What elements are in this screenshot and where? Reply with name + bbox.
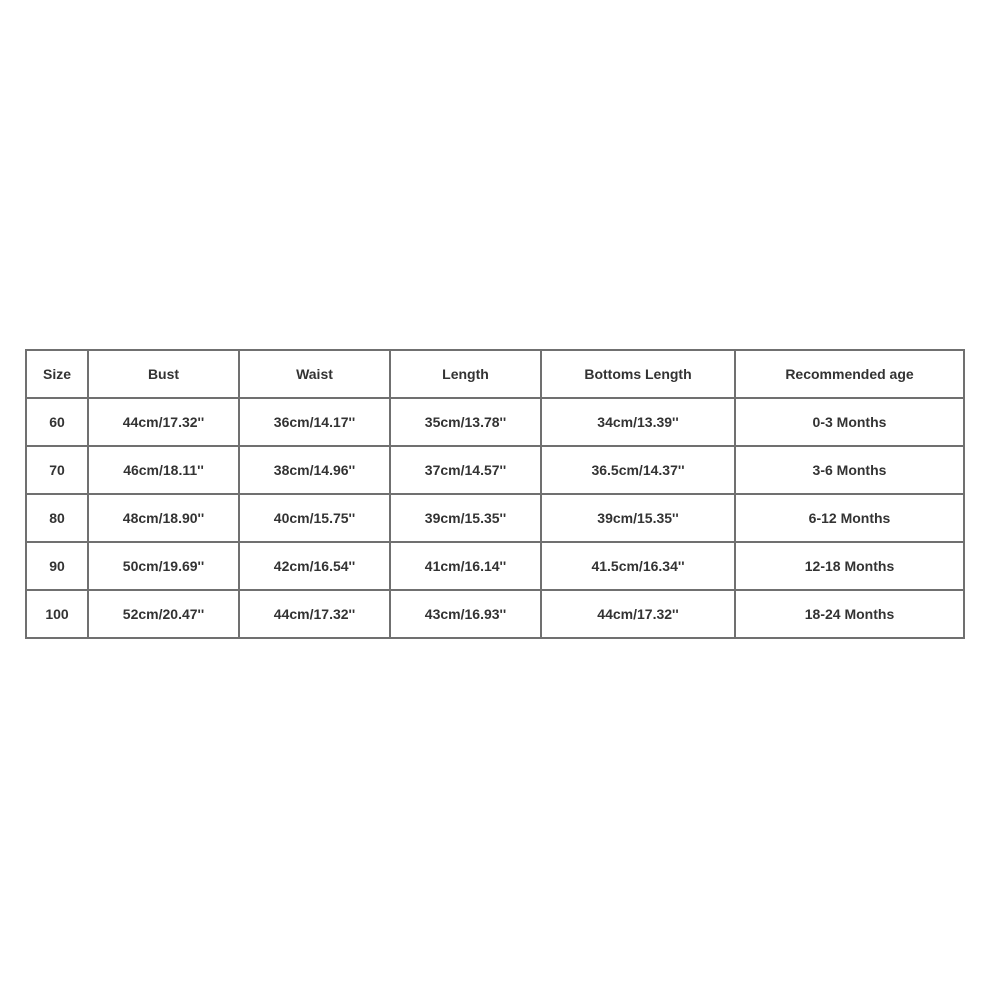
cell-waist: 44cm/17.32'' [239,590,390,638]
cell-size: 80 [26,494,88,542]
header-bust: Bust [88,350,239,398]
size-chart-header [26,350,964,398]
table-row [26,542,964,590]
cell-recommended-age: 12-18 Months [735,542,964,590]
cell-bottoms-length: 39cm/15.35'' [541,494,735,542]
cell-bust: 52cm/20.47'' [88,590,239,638]
header-length: Length [390,350,541,398]
cell-recommended-age: 3-6 Months [735,446,964,494]
cell-bust: 44cm/17.32'' [88,398,239,446]
cell-bottoms-length: 36.5cm/14.37'' [541,446,735,494]
table-row [26,494,964,542]
header-recommended-age: Recommended age [735,350,964,398]
cell-waist: 42cm/16.54'' [239,542,390,590]
cell-bottoms-length: 34cm/13.39'' [541,398,735,446]
cell-bust: 50cm/19.69'' [88,542,239,590]
cell-recommended-age: 6-12 Months [735,494,964,542]
cell-bust: 46cm/18.11'' [88,446,239,494]
header-waist: Waist [239,350,390,398]
cell-bottoms-length: 41.5cm/16.34'' [541,542,735,590]
table-row [26,590,964,638]
cell-length: 41cm/16.14'' [390,542,541,590]
cell-length: 37cm/14.57'' [390,446,541,494]
cell-size: 70 [26,446,88,494]
cell-bust: 48cm/18.90'' [88,494,239,542]
header-bottoms-length: Bottoms Length [541,350,735,398]
cell-waist: 38cm/14.96'' [239,446,390,494]
cell-size: 100 [26,590,88,638]
cell-waist: 36cm/14.17'' [239,398,390,446]
cell-recommended-age: 0-3 Months [735,398,964,446]
size-chart-table [25,349,965,639]
header-row [26,350,964,398]
cell-length: 43cm/16.93'' [390,590,541,638]
cell-size: 90 [26,542,88,590]
table-row [26,446,964,494]
cell-size: 60 [26,398,88,446]
size-chart-body [26,398,964,638]
cell-waist: 40cm/15.75'' [239,494,390,542]
cell-bottoms-length: 44cm/17.32'' [541,590,735,638]
cell-length: 35cm/13.78'' [390,398,541,446]
table-row [26,398,964,446]
cell-length: 39cm/15.35'' [390,494,541,542]
cell-recommended-age: 18-24 Months [735,590,964,638]
header-size: Size [26,350,88,398]
